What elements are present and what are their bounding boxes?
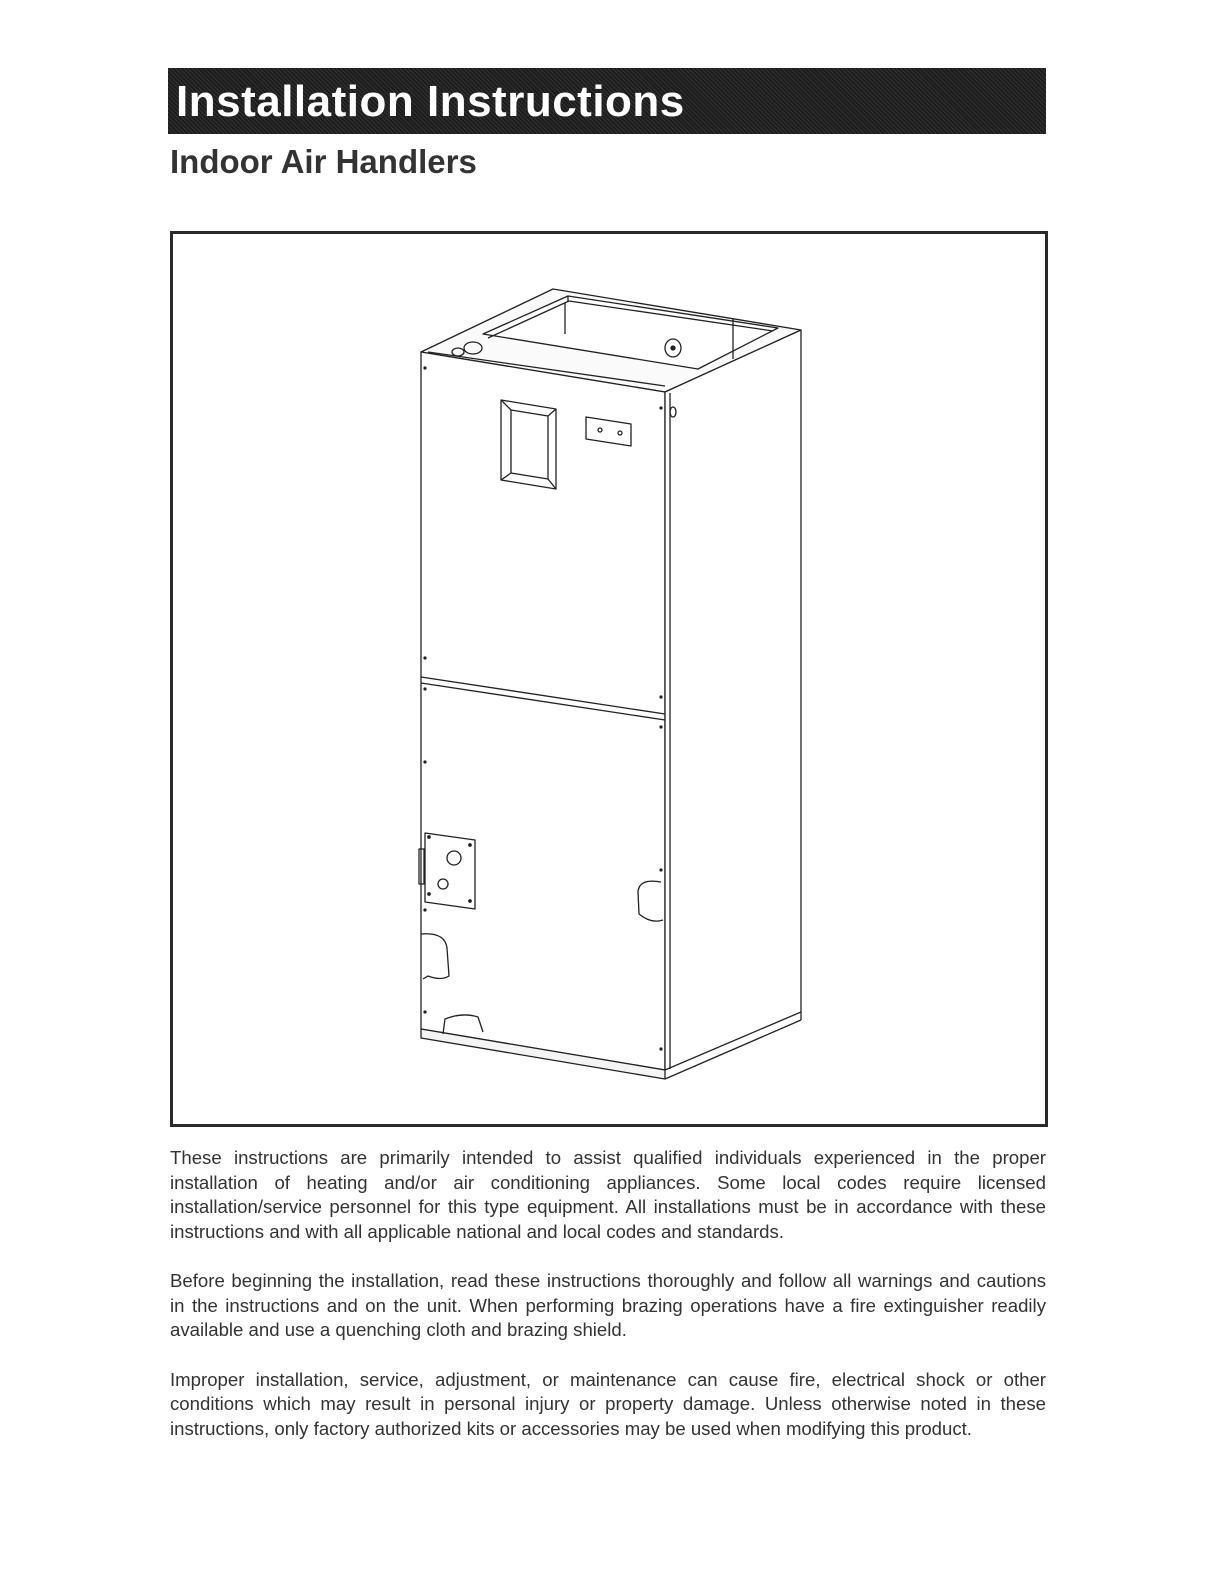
page-title: Installation Instructions (176, 77, 685, 126)
body-text (170, 1146, 1046, 1466)
air-handler-illustration-icon (173, 234, 1045, 1124)
page-subtitle: Indoor Air Handlers (170, 143, 477, 180)
title-banner (168, 68, 1046, 134)
paragraph-before-beginning: Before beginning the installation, read these instructions thoroughly and follow all warnings and cautions in the instructions and on the unit. When performing brazing operations have a fire extinguisher readily available and use a quenching cloth and brazing shield. (170, 1270, 1046, 1340)
paragraph-improper-installation: Improper installation, service, adjustment, or maintenance can cause fire, electrical shock or other conditions which may result in personal injury or property damage. Unless otherwise noted in these instructions, only factory authorized kits or accessories may be used when modifying this product. (170, 1368, 1046, 1439)
figure-frame (170, 231, 1048, 1127)
paragraph-intro: These instructions are primarily intended to assist qualified individuals experienced in the proper installation of heating and/or air conditioning appliances. Some local codes require licensed installation/service personnel for this type equipment. All installations must be in accordance with these instructions and with all applicable national and local codes and standards. (170, 1147, 1046, 1242)
